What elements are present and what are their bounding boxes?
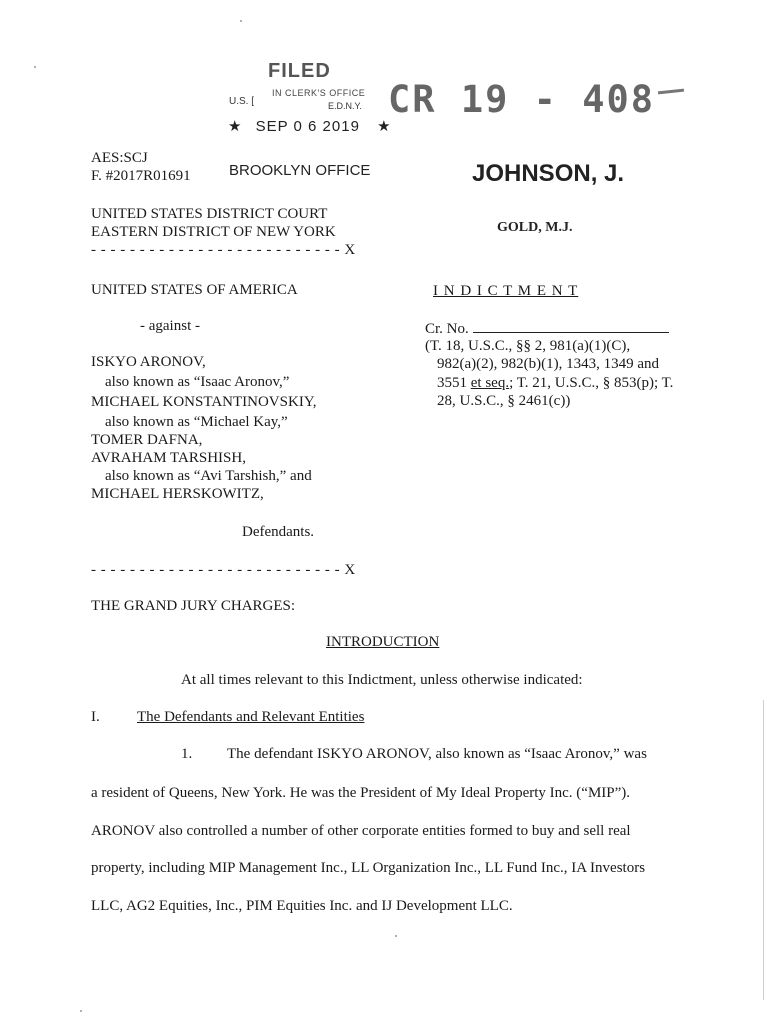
defendant-line: also known as “Avi Tarshish,” and [105, 468, 312, 484]
scan-edge-line [763, 700, 764, 1000]
scan-speck [395, 935, 397, 937]
caption-separator-bottom: - - - - - - - - - - - - - - - - - - - - - - - - - - X [91, 562, 356, 578]
court-district: EASTERN DISTRICT OF NEW YORK [91, 224, 336, 240]
section-number: I. [91, 709, 100, 725]
defendant-line: AVRAHAM TARSHISH, [91, 450, 246, 466]
case-number: CR 19 - 408 [388, 78, 656, 121]
statute-text: 3551 [437, 375, 471, 391]
filed-date-value: SEP 0 6 2019 [255, 118, 360, 135]
paragraph-line: property, including MIP Management Inc., LL Organization Inc., LL Fund Inc., IA Investors [91, 860, 646, 876]
paragraph-line: LLC, AG2 Equities, Inc., PIM Equities Inc. and IJ Development LLC. [91, 898, 513, 914]
paragraph-line: The defendant ISKYO ARONOV, also known as “Isaac Aronov,” was [227, 746, 647, 762]
statute-line [437, 375, 673, 392]
intro-text: At all times relevant to this Indictment, unless otherwise indicated: [181, 672, 583, 688]
scan-speck [80, 1010, 82, 1012]
stamp-court-suffix: E.D.N.Y. [328, 101, 362, 111]
filed-stamp: FILED [268, 60, 331, 82]
paragraph-line: a resident of Queens, New York. He was the President of My Ideal Property Inc. (“MIP”). [91, 785, 631, 801]
et-seq: et seq. [470, 375, 510, 391]
stamp-us-prefix: U.S. [ [229, 96, 255, 107]
defendant-line: MICHAEL KONSTANTINOVSKIY, [91, 394, 317, 410]
defendant-line: also known as “Isaac Aronov,” [105, 374, 290, 390]
statute-line: (T. 18, U.S.C., §§ 2, 981(a)(1)(C), [425, 338, 631, 354]
judge-name: JOHNSON, J. [472, 160, 625, 187]
against-label: - against - [140, 318, 200, 334]
scan-speck [240, 20, 242, 22]
scan-speck [34, 66, 36, 68]
clerks-office-stamp: IN CLERK'S OFFICE [272, 88, 366, 98]
section-title: The Defendants and Relevant Entities [137, 709, 365, 725]
statute-line: 982(a)(2), 982(b)(1), 1343, 1349 and [437, 356, 660, 372]
defendant-line: TOMER DAFNA, [91, 432, 203, 448]
introduction-heading: INTRODUCTION [326, 634, 440, 650]
defendant-line: also known as “Michael Kay,” [105, 414, 288, 430]
grand-jury-charges: THE GRAND JURY CHARGES: [91, 598, 296, 614]
filed-date [228, 117, 392, 135]
attorney-initials: AES:SCJ [91, 150, 148, 166]
star-icon: ★ [228, 118, 243, 135]
plaintiff: UNITED STATES OF AMERICA [91, 282, 298, 298]
paragraph-line: ARONOV also controlled a number of other corporate entities formed to buy and sell real [91, 823, 631, 839]
defendant-line: ISKYO ARONOV, [91, 354, 206, 370]
paragraph-number: 1. [181, 746, 193, 762]
pen-mark [658, 89, 684, 95]
cr-no [425, 319, 669, 338]
magistrate-judge: GOLD, M.J. [497, 220, 573, 235]
file-number: F. #2017R01691 [91, 168, 191, 184]
indictment-title: I N D I C T M E N T [433, 283, 579, 299]
defendant-line: MICHAEL HERSKOWITZ, [91, 486, 264, 502]
star-icon: ★ [377, 118, 392, 135]
defendants-label: Defendants. [242, 524, 315, 540]
cr-no-label: Cr. No. [425, 321, 473, 337]
cr-no-blank [473, 319, 669, 333]
statute-line: 28, U.S.C., § 2461(c)) [437, 393, 571, 409]
brooklyn-office-stamp: BROOKLYN OFFICE [229, 162, 371, 179]
caption-separator-top: - - - - - - - - - - - - - - - - - - - - - - - - - - X [91, 242, 356, 258]
statute-text: ; T. 21, U.S.C., § 853(p); T. [509, 375, 674, 391]
court-name: UNITED STATES DISTRICT COURT [91, 206, 328, 222]
